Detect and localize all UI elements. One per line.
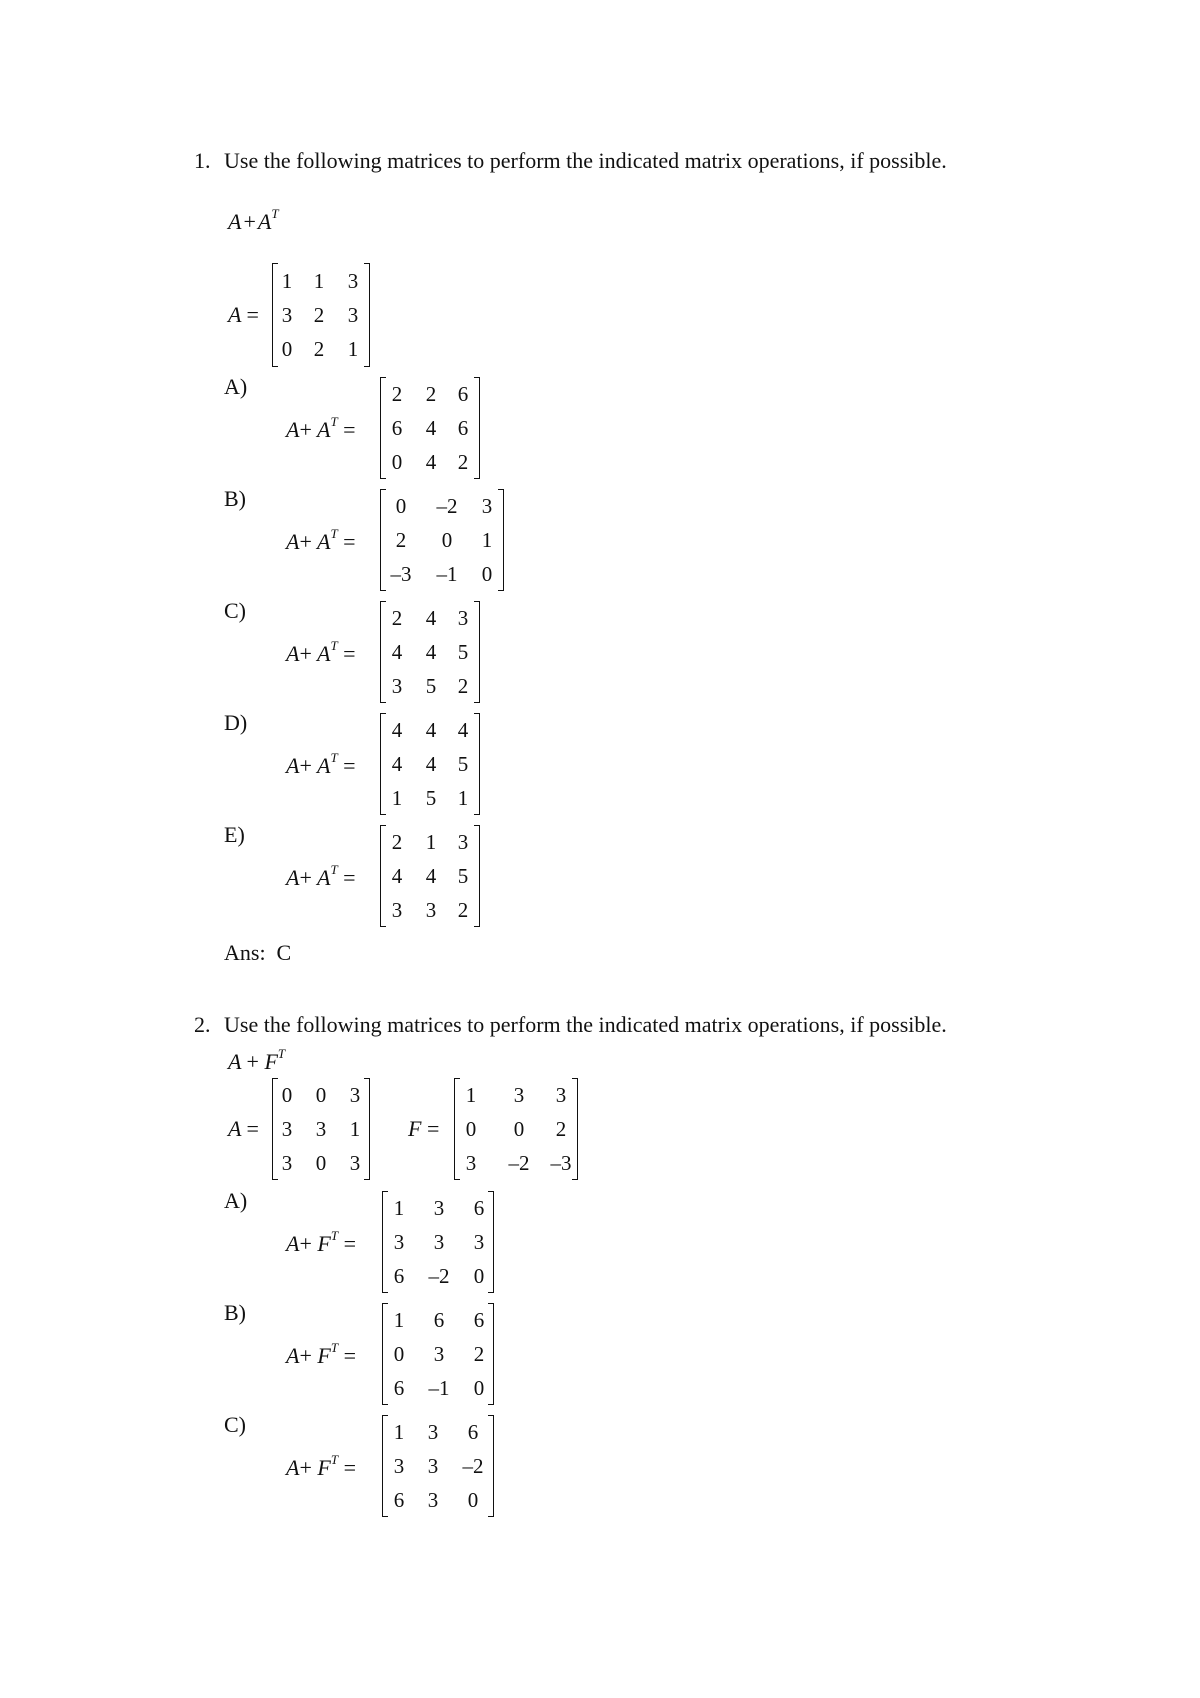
matrix-cell: 3 xyxy=(555,1083,567,1107)
matrix-cell: 1 xyxy=(393,1308,405,1332)
matrix-cell: 0 xyxy=(281,1083,293,1107)
matrix-cell: 4 xyxy=(425,864,437,888)
expr-right: A xyxy=(257,209,272,234)
matrix-cell: 1 xyxy=(391,786,403,810)
matrix-cell: 2 xyxy=(473,1342,485,1366)
matrix-cell: 4 xyxy=(391,718,403,742)
matrix-cell: 6 xyxy=(457,416,469,440)
matrix-cell: 6 xyxy=(467,1420,479,1444)
option-label: B) xyxy=(224,486,246,511)
matrix-cell: 3 xyxy=(433,1230,445,1254)
option-label: A) xyxy=(224,1188,248,1213)
question-2-text: Use the following matrices to perform the indicated matrix operations, if possible. xyxy=(224,1012,947,1037)
matrix-cell: 3 xyxy=(281,303,293,327)
matrix-cell: 4 xyxy=(457,718,469,742)
given-matrix-label: A = xyxy=(228,1116,259,1141)
matrix-cell: 3 xyxy=(391,674,403,698)
question-1-text: Use the following matrices to perform the indicated matrix operations, if possible. xyxy=(224,148,947,173)
expr-sup: T xyxy=(271,206,279,221)
given-matrix-F xyxy=(454,1078,578,1180)
matrix-cell: 6 xyxy=(473,1308,485,1332)
matrix-cell: 3 xyxy=(281,1151,293,1175)
matrix-cell: 4 xyxy=(425,718,437,742)
matrix-cell: 3 xyxy=(433,1196,445,1220)
matrix-cell: 2 xyxy=(457,898,469,922)
option-label: E) xyxy=(224,822,245,847)
matrix-cell: 4 xyxy=(425,450,437,474)
matrix-cell: 1 xyxy=(281,269,293,293)
matrix-cell: 4 xyxy=(425,606,437,630)
option-matrix xyxy=(380,377,480,479)
matrix-cell: 0 xyxy=(513,1117,525,1141)
given-matrix-label: F = xyxy=(408,1116,440,1141)
matrix-cell: 0 xyxy=(481,562,493,586)
option-label: C) xyxy=(224,598,246,623)
matrix-cell: 5 xyxy=(425,674,437,698)
question-1-expression xyxy=(228,206,279,235)
option-matrix xyxy=(380,825,480,927)
matrix-cell: 6 xyxy=(473,1196,485,1220)
matrix-cell: 0 xyxy=(473,1376,485,1400)
option-label: B) xyxy=(224,1300,246,1325)
matrix-cell: 0 xyxy=(465,1117,477,1141)
matrix-cell: 2 xyxy=(425,382,437,406)
matrix-cell: 1 xyxy=(481,528,493,552)
matrix-cell: 2 xyxy=(395,528,407,552)
matrix-cell: 1 xyxy=(457,786,469,810)
given-matrix-label: A = xyxy=(228,302,259,327)
matrix-cell: 1 xyxy=(425,830,437,854)
option-lhs: $A+ F^T$ = xyxy=(286,1340,356,1368)
matrix-cell: 2 xyxy=(313,303,325,327)
matrix-cell: 4 xyxy=(391,640,403,664)
matrix-cell: 3 xyxy=(315,1117,327,1141)
matrix-cell: 3 xyxy=(457,830,469,854)
matrix-cell: –2 xyxy=(428,1264,450,1288)
matrix-cell: –2 xyxy=(436,494,458,518)
matrix-cell: 4 xyxy=(425,640,437,664)
option-matrix xyxy=(380,489,504,591)
matrix-cell: 0 xyxy=(441,528,453,552)
matrix-cell: 3 xyxy=(481,494,493,518)
question-2-expression: $A + F^T$ xyxy=(228,1046,286,1074)
matrix-cell: 1 xyxy=(313,269,325,293)
matrix-cell: 3 xyxy=(349,1083,361,1107)
matrix-cell: 6 xyxy=(457,382,469,406)
matrix-cell: 2 xyxy=(457,450,469,474)
matrix-cell: 0 xyxy=(315,1083,327,1107)
matrix-cell: 3 xyxy=(427,1488,439,1512)
matrix-cell: 0 xyxy=(393,1342,405,1366)
matrix-cell: 3 xyxy=(347,269,359,293)
matrix-cell: 2 xyxy=(391,606,403,630)
matrix-cell: 0 xyxy=(467,1488,479,1512)
matrix-cell: 3 xyxy=(513,1083,525,1107)
matrix-cell: 0 xyxy=(281,337,293,361)
matrix-cell: 4 xyxy=(425,416,437,440)
option-lhs: $A+ A^T$ = xyxy=(286,750,356,778)
option-lhs: $A+ A^T$ = xyxy=(286,526,356,554)
option-label: A) xyxy=(224,374,248,399)
matrix-cell: 3 xyxy=(391,898,403,922)
matrix-cell: 0 xyxy=(473,1264,485,1288)
matrix-cell: 6 xyxy=(393,1488,405,1512)
matrix-cell: 0 xyxy=(315,1151,327,1175)
matrix-cell: 3 xyxy=(457,606,469,630)
matrix-cell: 2 xyxy=(555,1117,567,1141)
matrix-cell: 6 xyxy=(393,1376,405,1400)
matrix-cell: –1 xyxy=(428,1376,450,1400)
option-matrix xyxy=(382,1191,494,1293)
matrix-cell: 0 xyxy=(391,450,403,474)
matrix-cell: 3 xyxy=(347,303,359,327)
matrix-cell: 4 xyxy=(391,752,403,776)
matrix-cell: 5 xyxy=(457,864,469,888)
matrix-cell: 3 xyxy=(433,1342,445,1366)
matrix-cell: 6 xyxy=(393,1264,405,1288)
option-lhs: $A+ F^T$ = xyxy=(286,1228,356,1256)
matrix-cell: –2 xyxy=(508,1151,530,1175)
option-matrix xyxy=(380,601,480,703)
option-label: D) xyxy=(224,710,248,735)
matrix-cell: 3 xyxy=(427,1420,439,1444)
option-label: C) xyxy=(224,1412,246,1437)
matrix-cell: –1 xyxy=(436,562,458,586)
matrix-cell: –3 xyxy=(550,1151,572,1175)
given-matrix-A xyxy=(272,1078,370,1180)
matrix-cell: 5 xyxy=(457,752,469,776)
option-matrix xyxy=(382,1415,494,1517)
matrix-cell: 2 xyxy=(457,674,469,698)
matrix-cell: 3 xyxy=(393,1454,405,1478)
matrix-cell: 2 xyxy=(391,830,403,854)
matrix-cell: 2 xyxy=(313,337,325,361)
option-matrix xyxy=(380,713,480,815)
matrix-cell: 3 xyxy=(427,1454,439,1478)
option-matrix xyxy=(382,1303,494,1405)
matrix-cell: 3 xyxy=(473,1230,485,1254)
given-matrix-A xyxy=(272,263,370,367)
option-lhs: $A+ A^T$ = xyxy=(286,638,356,666)
matrix-cell: 1 xyxy=(349,1117,361,1141)
matrix-cell: 1 xyxy=(465,1083,477,1107)
matrix-cell: 2 xyxy=(391,382,403,406)
matrix-cell: 3 xyxy=(425,898,437,922)
option-lhs: $A+ F^T$ = xyxy=(286,1452,356,1480)
answer-text: Ans: C xyxy=(224,940,292,965)
expr-left: A xyxy=(228,209,242,234)
matrix-cell: 3 xyxy=(349,1151,361,1175)
question-2-number: 2. xyxy=(194,1012,211,1037)
expr-op: + xyxy=(243,209,256,234)
option-lhs: $A+ A^T$ = xyxy=(286,414,356,442)
option-lhs: $A+ A^T$ = xyxy=(286,862,356,890)
matrix-cell: 3 xyxy=(281,1117,293,1141)
matrix-cell: 3 xyxy=(393,1230,405,1254)
matrix-cell: 5 xyxy=(457,640,469,664)
matrix-cell: 1 xyxy=(393,1420,405,1444)
matrix-cell: 6 xyxy=(433,1308,445,1332)
matrix-cell: –2 xyxy=(462,1454,484,1478)
matrix-cell: 6 xyxy=(391,416,403,440)
question-1-number: 1. xyxy=(194,148,211,173)
matrix-cell: 1 xyxy=(393,1196,405,1220)
matrix-cell: –3 xyxy=(390,562,412,586)
matrix-cell: 1 xyxy=(347,337,359,361)
matrix-cell: 5 xyxy=(425,786,437,810)
matrix-cell: 4 xyxy=(391,864,403,888)
matrix-cell: 4 xyxy=(425,752,437,776)
matrix-cell: 0 xyxy=(395,494,407,518)
matrix-cell: 3 xyxy=(465,1151,477,1175)
